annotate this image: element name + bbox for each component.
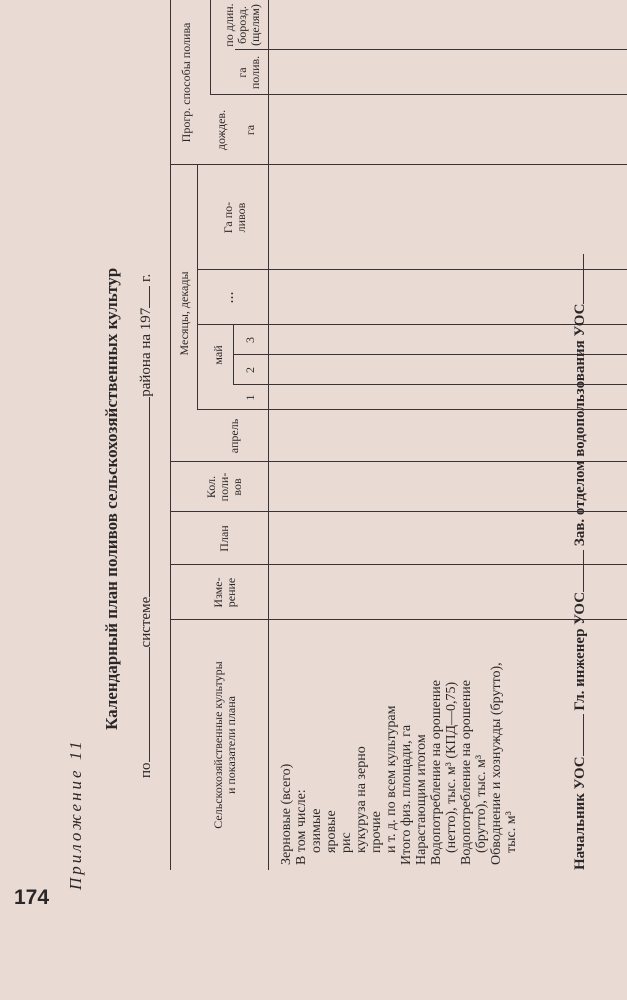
header-april: апрель [227,418,241,454]
table-row: кукуруза на зерно [354,746,369,853]
subheader-rule [197,165,198,410]
page-number: 174 [14,886,50,909]
table-row: яровые [324,810,339,853]
header-ga-polivov-line2: ливов [234,202,248,233]
subtitle-rayona: района на 197 [138,307,154,397]
signature-blank [583,254,584,304]
col-rule [170,564,627,565]
col-rule [210,94,627,95]
header-decade-1: 1 [243,394,257,401]
document-title: Календарный план поливов сельскохозяйственных культур [102,267,121,730]
table-row: и т. д. по всем культурам [384,705,399,853]
header-count-line3: вов [230,478,244,496]
header-plan: План [217,525,231,552]
signature-head-dept: Зав. отделом водопользования УОС [572,303,588,547]
table-top-rule [170,0,171,870]
subheader-rule [210,0,211,95]
table-row: Нарастающим итогом [414,734,429,865]
header-count [205,462,244,512]
header-count-line1: Кол. [204,475,218,499]
header-po-dlin [223,0,262,50]
header-po-dlin-line3: (щелям) [248,4,262,46]
subtitle-sisteme: системе [138,596,154,648]
header-ga: га [243,124,257,136]
table-row: Итого физ. площади, га [399,724,414,865]
col-rule [197,409,627,410]
col-rule [235,49,627,50]
header-months: Месяцы, декады [177,271,191,356]
subtitle-po: по [138,762,154,778]
table-row: (брутто), тыс. м³ [474,754,489,853]
table-row: тыс. м³ [504,811,519,853]
header-ga-poliv-line1: га [235,67,249,78]
signature-engineer: Гл. инженер УОС [572,591,588,711]
col-rule [197,269,627,270]
header-po-dlin-line1: по длин. [222,3,236,47]
header-dots: ... [220,291,237,304]
header-count-line2: поли- [217,472,231,502]
signature-blank [583,550,584,592]
header-may: май [211,345,225,365]
table-row: В том числе: [294,789,309,865]
subheader-rule [233,325,234,385]
header-bottom-rule [268,0,269,870]
table-row: (нетто), тыс. м³ (КПД—0,75) [444,681,459,853]
table-row: Водопотребление на орошение [459,680,474,865]
table-row: Обводнение и хознужды (брутто), [489,662,504,865]
blank-field [149,397,150,597]
table-row: рис [339,832,354,853]
header-unit [212,565,238,620]
col-rule [233,354,627,355]
header-crops [212,630,238,860]
header-decade-3: 3 [243,337,257,343]
header-unit-line1: Изме- [211,577,225,608]
table-row: Водопотребление на орошение [429,680,444,865]
header-ga-polivov [222,165,248,270]
table-row: Зерновые (всего) [279,763,294,865]
appendix-label: Приложение 11 [66,738,85,890]
signature-line [572,254,589,870]
header-po-dlin-line2: борозд. [235,6,249,44]
signature-blank [583,714,584,756]
blank-field [149,647,150,762]
header-dozhdev: дождев. [214,109,228,151]
header-crops-line1: Сельскохозяйственные культуры [211,661,225,829]
header-unit-line2: рение [224,577,238,608]
subtitle-g: г. [138,273,154,282]
header-crops-line2: и показатели плана [224,695,238,795]
signature-chief: Начальник УОС [572,756,588,870]
col-rule [233,384,627,385]
header-ga-poliv-line2: полив. [248,55,262,90]
table-row: озимые [309,808,324,853]
col-rule [170,619,627,620]
header-progr: Прогр. способы полива [179,22,193,143]
header-ga-polivov-line1: Га по- [221,201,235,234]
header-ga-poliv-cell [236,50,262,95]
header-decade-2: 2 [243,367,257,373]
col-rule [197,324,627,325]
subtitle-line [138,274,155,778]
blank-field [149,286,150,308]
table-row: прочие [369,811,384,853]
